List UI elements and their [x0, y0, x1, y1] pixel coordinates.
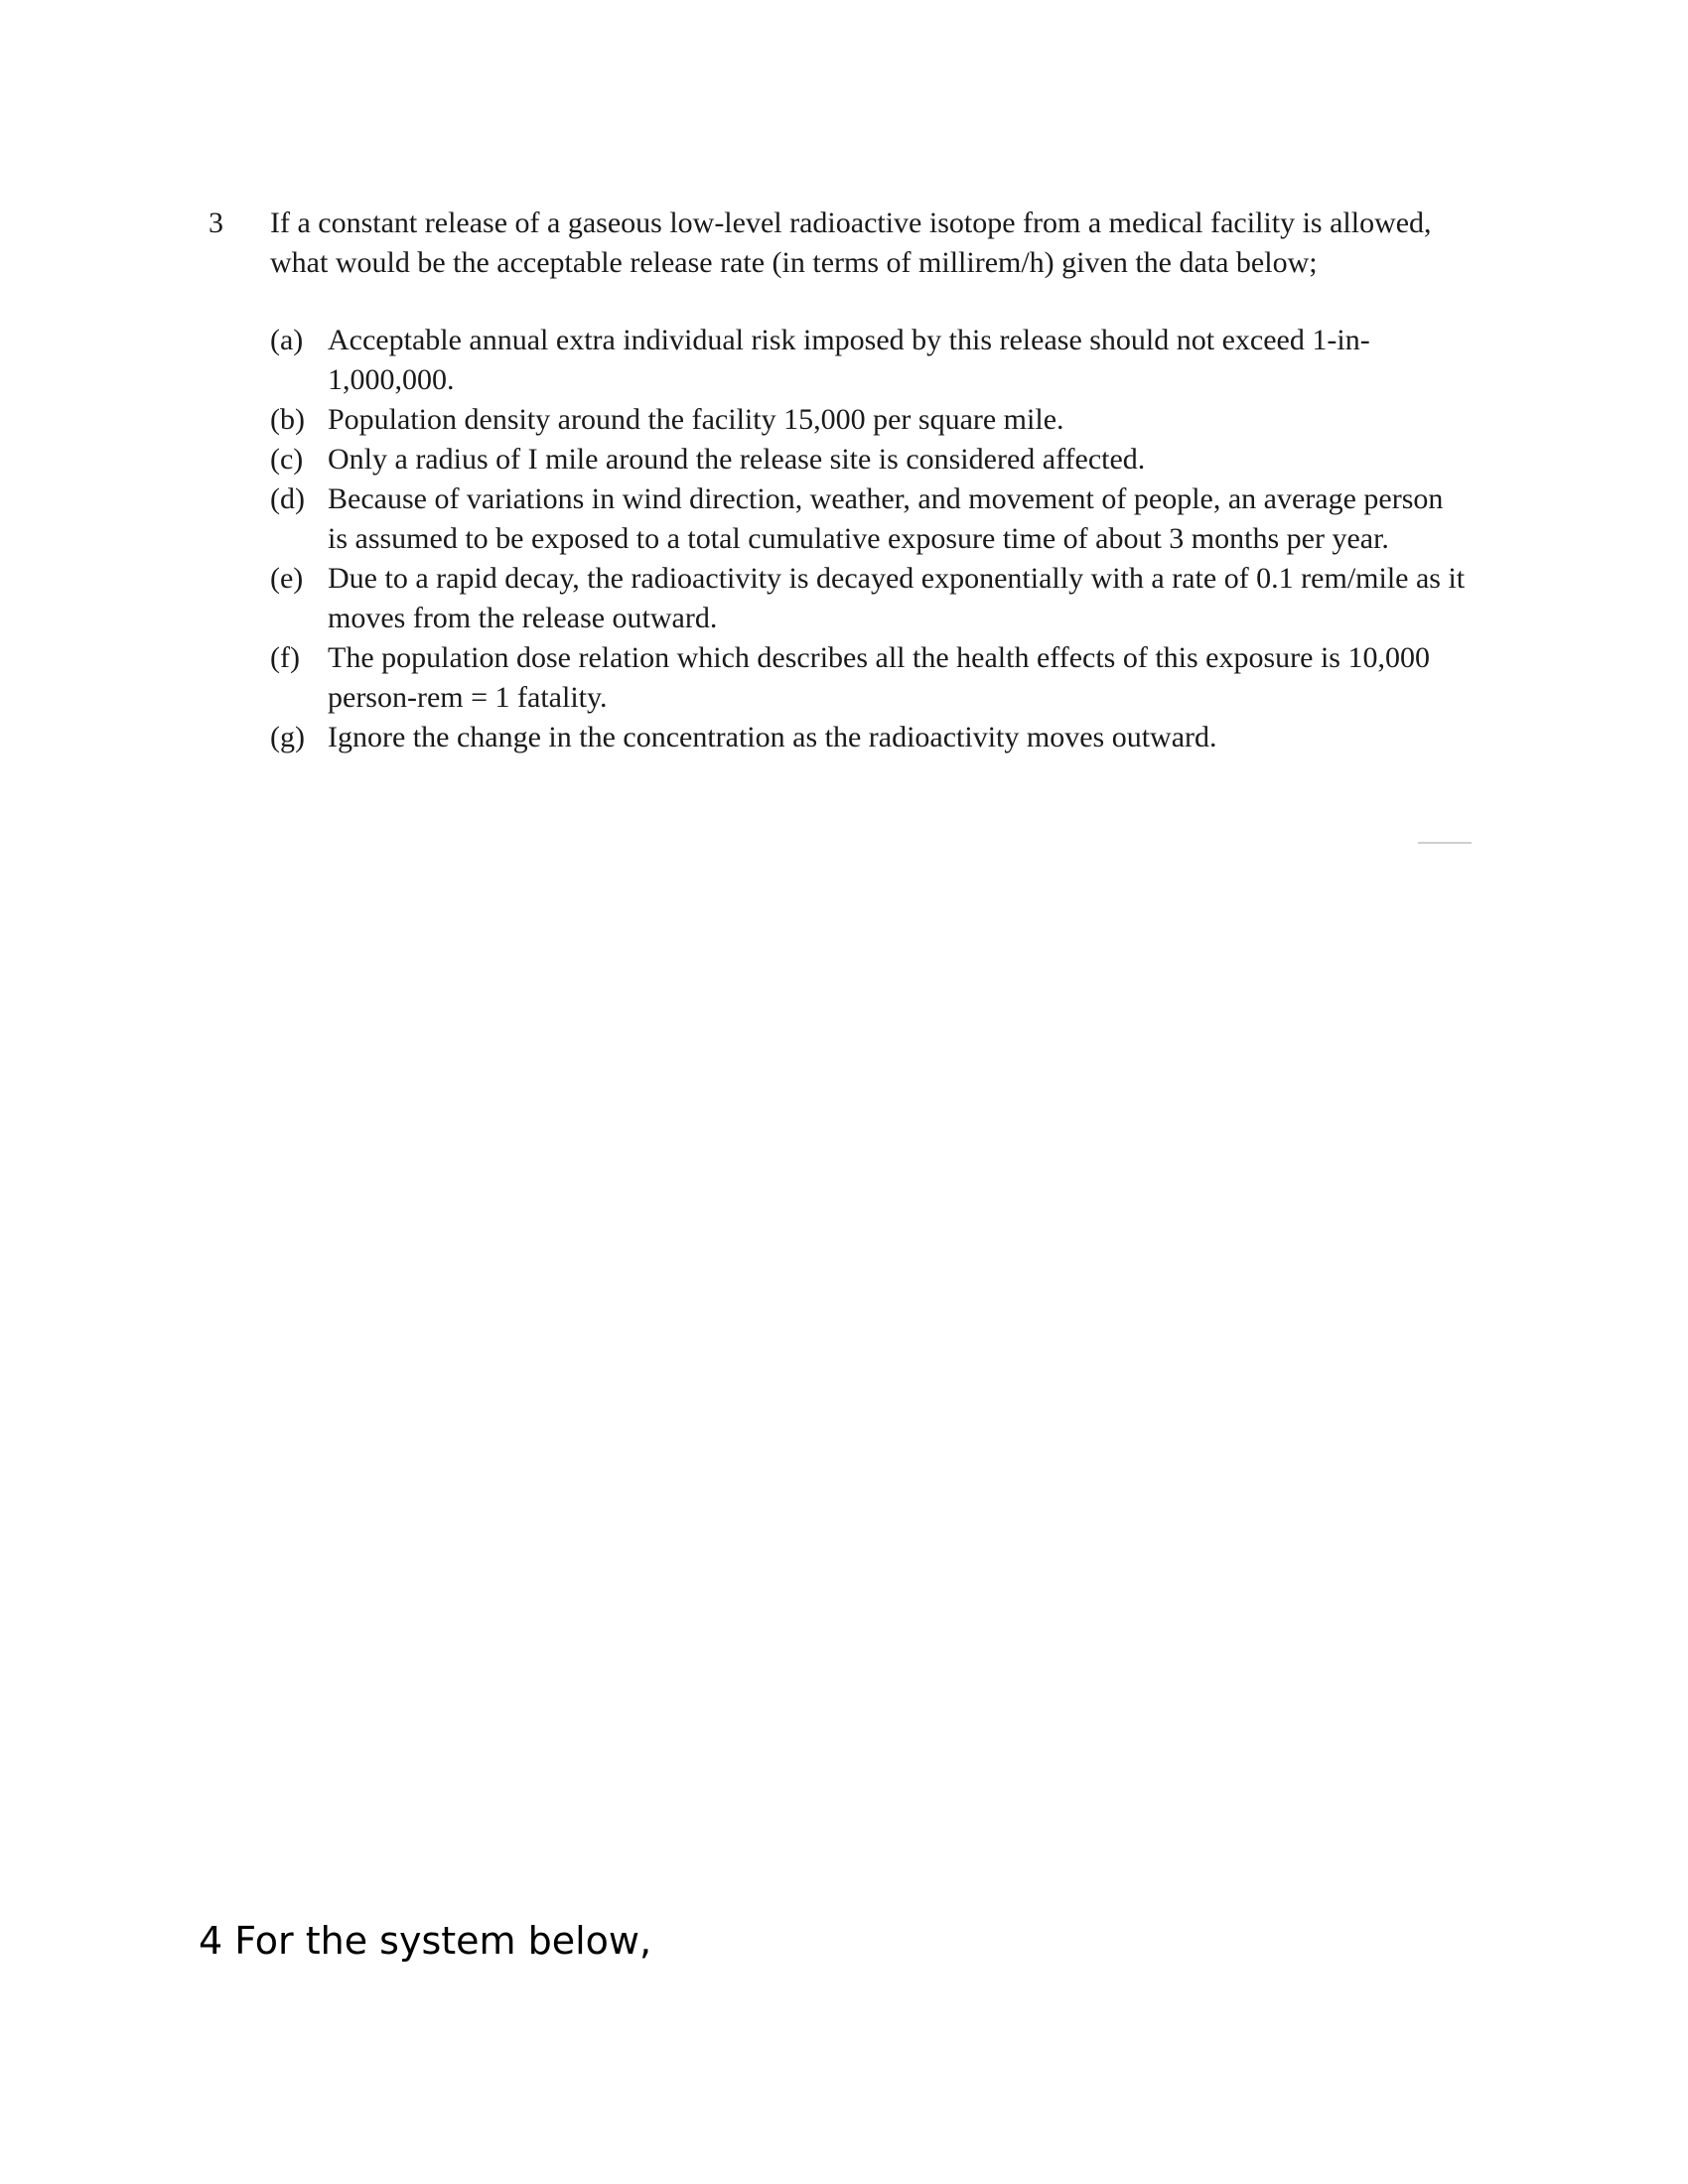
condition-text: Population density around the facility 15,000 per square mile. [328, 403, 1064, 436]
scan-rule-mark [1418, 842, 1472, 844]
condition-text: Acceptable annual extra individual risk imposed by this release should not exceed 1-in-1,000,000. [328, 324, 1370, 396]
condition-marker: (b) [270, 403, 305, 436]
condition-list [270, 321, 1467, 757]
problem-number: 3 [209, 206, 223, 239]
condition-marker: (e) [270, 562, 304, 595]
condition-text: Because of variations in wind direction, weather, and movement of people, an average person is assumed to be exposed to a total cumulative exposure time of about 3 months per year. [328, 482, 1444, 555]
condition-marker: (d) [270, 482, 305, 515]
problem-3 [209, 204, 1470, 757]
problem-4-heading: 4 For the system below, [199, 1919, 652, 1963]
condition-a [270, 321, 1467, 400]
condition-text: Ignore the change in the concentration as the radioactivity moves outward. [328, 721, 1217, 753]
condition-c [270, 440, 1467, 479]
condition-marker: (g) [270, 721, 305, 753]
condition-e [270, 559, 1467, 638]
condition-text: Only a radius of I mile around the release site is considered affected. [328, 443, 1146, 476]
condition-marker: (c) [270, 443, 304, 476]
condition-marker: (a) [270, 324, 304, 356]
condition-d [270, 479, 1467, 559]
condition-text: Due to a rapid decay, the radioactivity is decayed exponentially with a rate of 0.1 rem/mile as it moves from the release outward. [328, 562, 1466, 634]
condition-text: The population dose relation which describes all the health effects of this exposure is 10,000 person-rem = 1 fatality. [328, 641, 1430, 714]
problem-stem: If a constant release of a gaseous low-level radioactive isotope from a medical facility is allowed, what would be the acceptable release rate (in terms of millirem/h) given the data below; [270, 206, 1432, 279]
condition-b [270, 400, 1467, 440]
condition-f [270, 638, 1467, 718]
condition-marker: (f) [270, 641, 300, 674]
condition-g [270, 718, 1467, 757]
